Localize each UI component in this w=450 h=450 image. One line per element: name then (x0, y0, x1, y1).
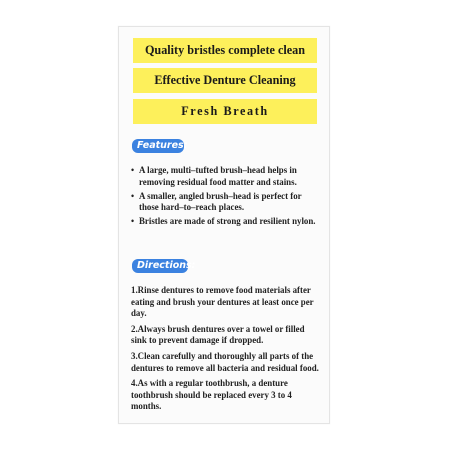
banner-fresh-breath: Fresh Breath (133, 99, 317, 124)
banner-effective-cleaning: Effective Denture Cleaning (133, 68, 317, 93)
banner-quality-bristles: Quality bristles complete clean (133, 38, 317, 63)
product-card (118, 26, 330, 424)
direction-item-4: 4.As with a regular toothbrush, a denture toothbrush should be replaced every 3 to 4 months. (131, 378, 292, 412)
direction-item-2: 2.Always brush dentures over a towel or filled sink to prevent damage if dropped. (131, 323, 305, 346)
directions-list (131, 285, 321, 417)
direction-item-3: 3.Clean carefully and thoroughly all parts of the dentures to remove all bacteria and residual food. (131, 350, 319, 373)
features-list (131, 165, 321, 230)
features-heading: Features: (132, 139, 184, 153)
directions-heading: Directions: (132, 259, 188, 273)
feature-item-2: • A smaller, angled brush–head is perfect for those hard–to–reach places. (131, 191, 321, 214)
feature-item-3: • Bristles are made of strong and resilient nylon. (131, 216, 321, 228)
feature-item-1: • A large, multi–tufted brush–head helps in removing residual food matter and stains. (131, 165, 321, 188)
direction-item-1: 1.Rinse dentures to remove food materials after eating and brush your dentures at least once per day. (131, 285, 314, 319)
